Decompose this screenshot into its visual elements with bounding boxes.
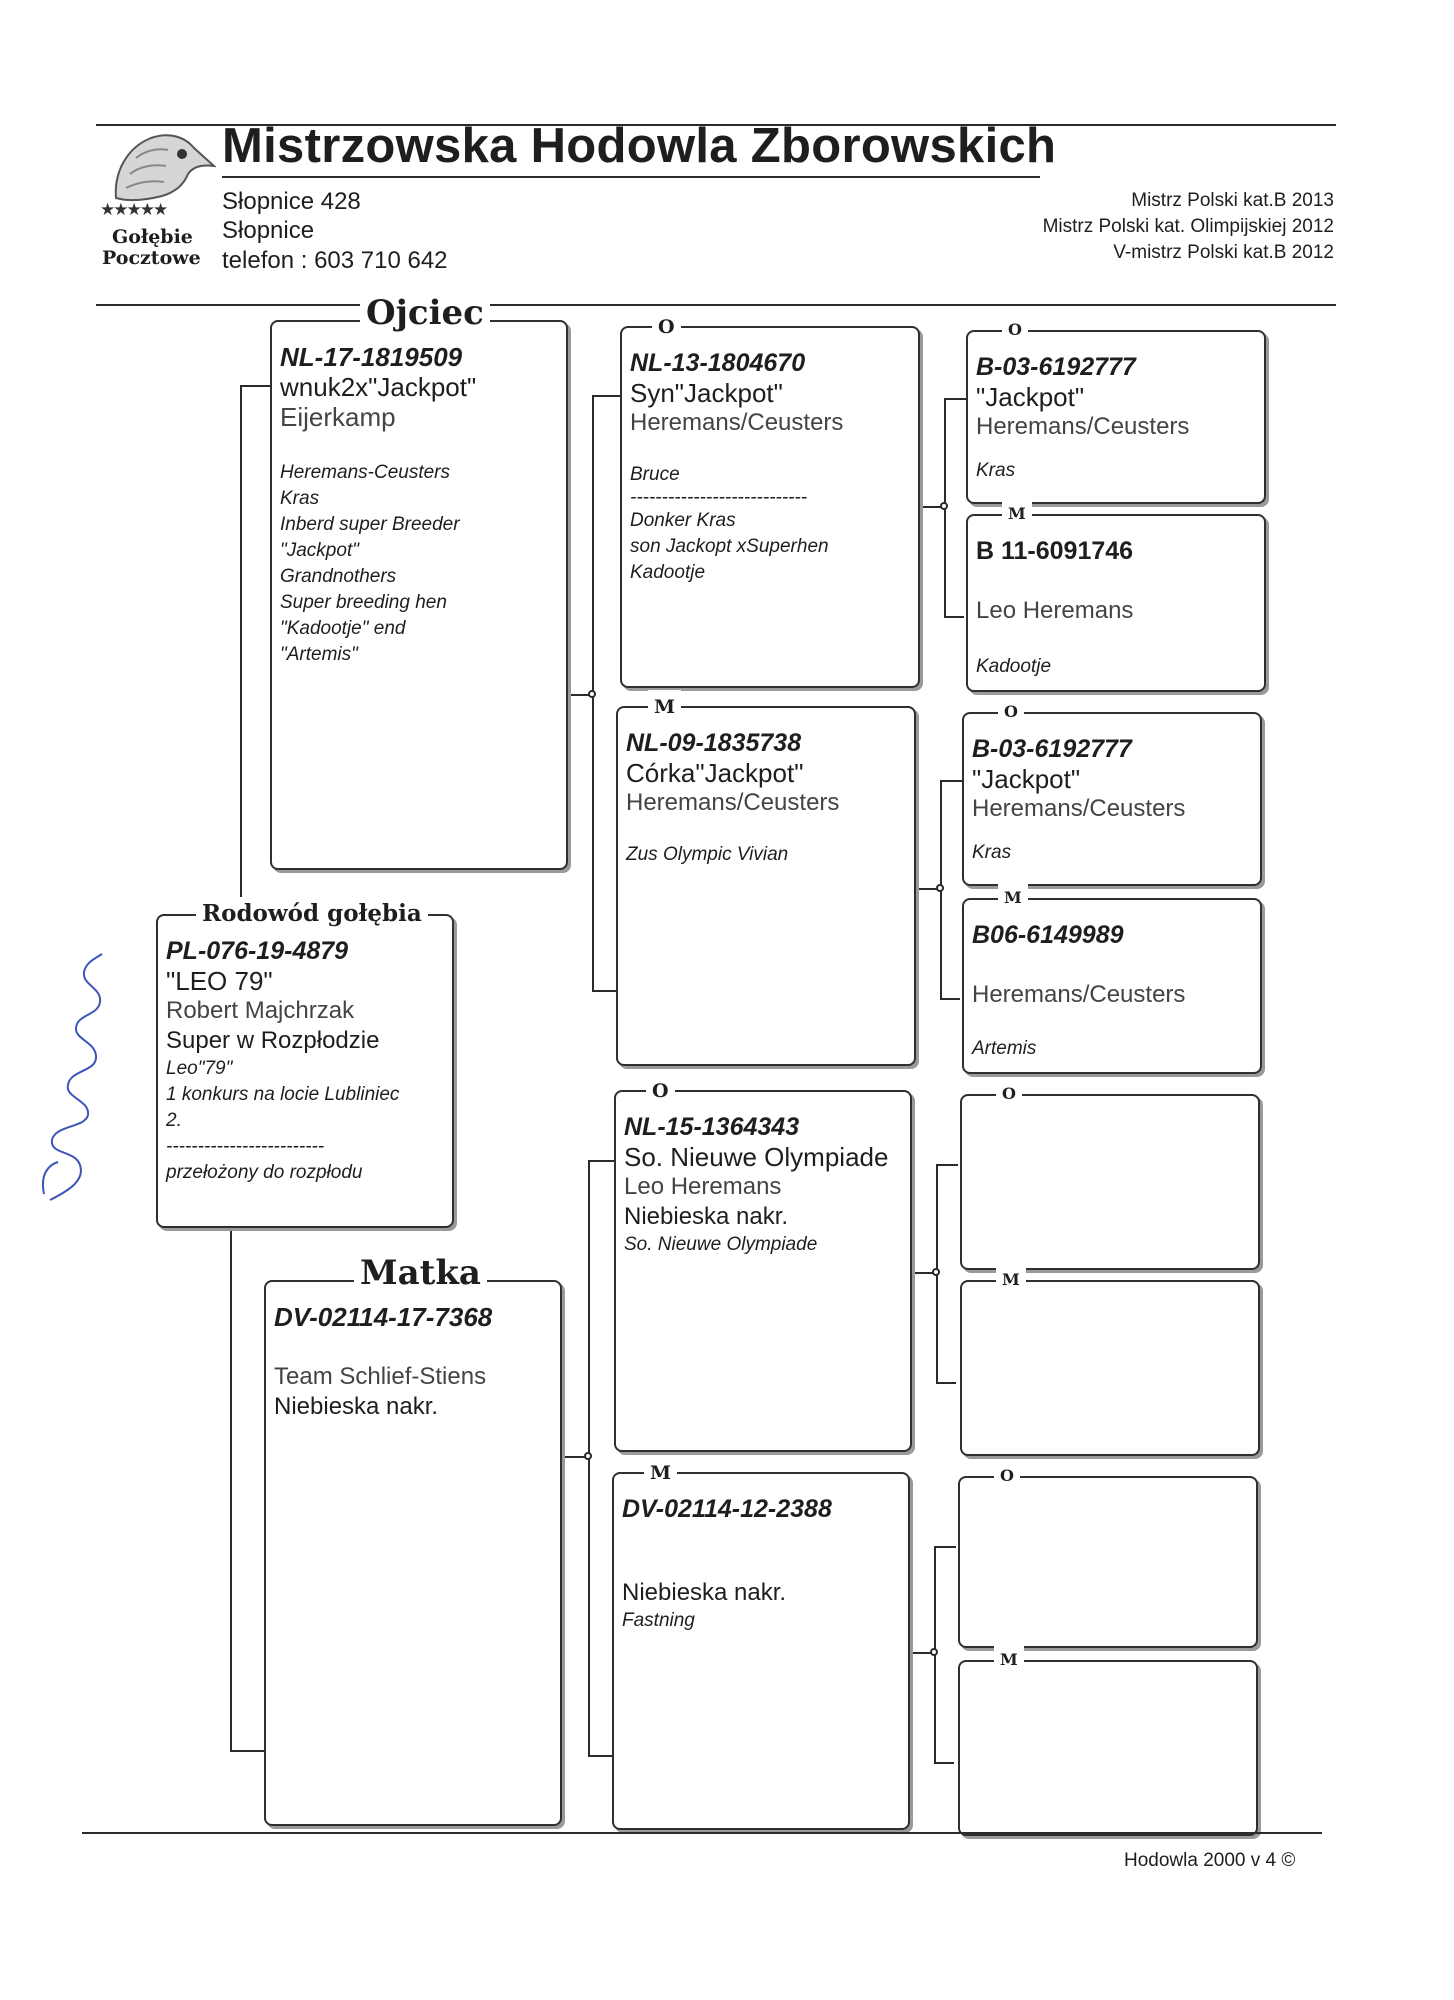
subject-note: 2. (166, 1110, 182, 1131)
fmm-note: Artemis (972, 1038, 1037, 1059)
ff-note: Kadootje (630, 562, 706, 583)
fm-ring: NL-09-1835738 (626, 729, 802, 757)
junction-dot (588, 690, 596, 698)
achievement-2: Mistrz Polski kat. Olimpijskiej 2012 (1042, 216, 1334, 237)
subject-note: Leo"79" (166, 1058, 233, 1079)
fff-note: Kras (976, 460, 1016, 481)
fmf-box[interactable] (962, 702, 1262, 886)
fm-breeder: Heremans/Ceusters (626, 789, 840, 816)
fmf-breeder: Heremans/Ceusters (972, 795, 1186, 822)
connector (230, 1750, 264, 1752)
mmf-legend: O (994, 1459, 1020, 1493)
ff-box[interactable] (620, 316, 920, 688)
mf-ring: NL-15-1364343 (624, 1113, 800, 1141)
pigeon-head-icon (96, 118, 216, 208)
fff-ring: B-03-6192777 (976, 353, 1136, 381)
junction-dot (584, 1452, 592, 1460)
father-note: "Jackpot" (280, 540, 359, 561)
father-breeder: Eijerkamp (280, 402, 396, 432)
fff-breeder: Heremans/Ceusters (976, 413, 1190, 440)
mmm-box[interactable] (958, 1650, 1258, 1836)
fm-note: Zus Olympic Vivian (626, 844, 789, 865)
mm-ring: DV-02114-12-2388 (622, 1495, 832, 1523)
mf-color: Niebieska nakr. (624, 1203, 789, 1230)
connector (588, 1755, 612, 1757)
mother-ring: DV-02114-17-7368 (274, 1302, 493, 1332)
fmf-name: "Jackpot" (972, 764, 1081, 794)
ffm-legend: M (1002, 497, 1032, 531)
fmf-legend: O (998, 695, 1024, 729)
fmf-note: Kras (972, 842, 1012, 863)
mfm-legend: M (996, 1263, 1026, 1297)
handwritten-signature (30, 950, 110, 1210)
fmm-box[interactable] (962, 888, 1262, 1074)
mother-breeder: Team Schlief-Stiens (274, 1363, 487, 1390)
connector (934, 1762, 954, 1764)
father-note: "Artemis" (280, 644, 358, 665)
pigeon-logo (96, 118, 216, 278)
header-bottom-rule (96, 304, 1336, 306)
mother-box[interactable] (264, 1253, 562, 1826)
mother-legend: Matka (354, 1256, 487, 1290)
junction-dot (930, 1648, 938, 1656)
junction-dot (940, 502, 948, 510)
father-note: Super breeding hen (280, 592, 447, 613)
mf-breeder: Leo Heremans (624, 1173, 782, 1200)
connector (934, 1546, 956, 1548)
subject-status: Super w Rozpłodzie (166, 1027, 380, 1054)
mf-box[interactable] (614, 1080, 912, 1452)
mf-legend: O (646, 1074, 675, 1108)
achievement-3: V-mistrz Polski kat.B 2012 (1113, 242, 1334, 263)
ff-note: Bruce (630, 464, 680, 485)
ffm-ring: B 11-6091746 (976, 537, 1134, 565)
father-ring: NL-17-1819509 (280, 342, 463, 372)
fmf-ring: B-03-6192777 (972, 735, 1132, 763)
phone-number: telefon : 603 710 642 (222, 247, 448, 274)
mother-color: Niebieska nakr. (274, 1393, 439, 1420)
achievement-1: Mistrz Polski kat.B 2013 (1131, 190, 1334, 211)
mfm-box[interactable] (960, 1270, 1260, 1456)
ff-breeder: Heremans/Ceusters (630, 409, 844, 436)
footer-rule (82, 1832, 1322, 1834)
logo-text-line1: Gołębie (112, 226, 193, 248)
ffm-note: Kadootje (976, 656, 1052, 677)
connector (592, 990, 616, 992)
father-note: Grandnothers (280, 566, 397, 587)
subject-separator: ------------------------- (166, 1136, 325, 1157)
subject-note: 1 konkurs na locie Lubliniec (166, 1084, 400, 1105)
address-street: Słopnice 428 (222, 188, 361, 215)
father-note: "Kadootje" end (280, 618, 406, 639)
fmm-ring: B06-6149989 (972, 921, 1124, 949)
fff-name: "Jackpot" (976, 382, 1085, 412)
mf-note: So. Nieuwe Olympiade (624, 1234, 818, 1255)
connector (588, 1160, 614, 1162)
fff-box[interactable] (966, 320, 1266, 504)
connector (940, 998, 960, 1000)
address-city: Słopnice (222, 217, 315, 244)
mm-color: Niebieska nakr. (622, 1579, 787, 1606)
ff-legend: O (652, 310, 681, 344)
connector (944, 616, 964, 618)
connector (944, 398, 966, 400)
fm-name: Córka"Jackpot" (626, 758, 804, 788)
logo-stars: ★★★★★ (100, 200, 167, 220)
connector (936, 1382, 956, 1384)
ffm-box[interactable] (966, 504, 1266, 692)
father-note: Inberd super Breeder (280, 514, 460, 535)
father-name: wnuk2x"Jackpot" (280, 372, 477, 402)
fmm-breeder: Heremans/Ceusters (972, 981, 1186, 1008)
mm-box[interactable] (612, 1462, 910, 1830)
mf-name: So. Nieuwe Olympiade (624, 1142, 889, 1172)
ff-separator: ---------------------------- (630, 487, 808, 508)
fff-legend: O (1002, 313, 1028, 347)
father-note: Heremans-Ceusters (280, 462, 450, 483)
father-legend: Ojciec (360, 296, 490, 330)
connector (936, 1164, 958, 1166)
page-title: Mistrzowska Hodowla Zborowskich (222, 119, 1057, 173)
mm-legend: M (644, 1456, 677, 1490)
connector (592, 395, 620, 397)
mm-note: Fastning (622, 1610, 695, 1631)
ffm-breeder: Leo Heremans (976, 597, 1134, 624)
mmf-box[interactable] (958, 1466, 1258, 1648)
connector (240, 385, 242, 915)
subject-name: "LEO 79" (166, 966, 273, 996)
father-box[interactable] (270, 293, 568, 870)
subject-note-after: przełożony do rozpłodu (166, 1162, 363, 1183)
subject-box[interactable] (156, 900, 454, 1228)
junction-dot (936, 884, 944, 892)
connector (240, 385, 270, 387)
fm-legend: M (648, 690, 681, 724)
father-note: Kras (280, 488, 320, 509)
mff-box[interactable] (960, 1084, 1260, 1270)
ff-note: son Jackopt xSuperhen (630, 536, 829, 557)
connector (940, 780, 962, 782)
title-underline (222, 176, 1040, 178)
footer-version: Hodowla 2000 v 4 © (1124, 1850, 1296, 1871)
mmm-legend: M (994, 1643, 1024, 1677)
ff-ring: NL-13-1804670 (630, 349, 806, 377)
fm-box[interactable] (616, 696, 916, 1066)
connector (230, 1230, 232, 1750)
subject-breeder: Robert Majchrzak (166, 997, 355, 1024)
ff-name: Syn"Jackpot" (630, 378, 783, 408)
subject-ring: PL-076-19-4879 (166, 937, 349, 965)
ff-note: Donker Kras (630, 510, 736, 531)
subject-legend: Rodowód gołębia (196, 897, 428, 931)
junction-dot (932, 1268, 940, 1276)
mff-legend: O (996, 1077, 1022, 1111)
fmm-legend: M (998, 881, 1028, 915)
logo-text-line2: Pocztowe (102, 247, 201, 269)
